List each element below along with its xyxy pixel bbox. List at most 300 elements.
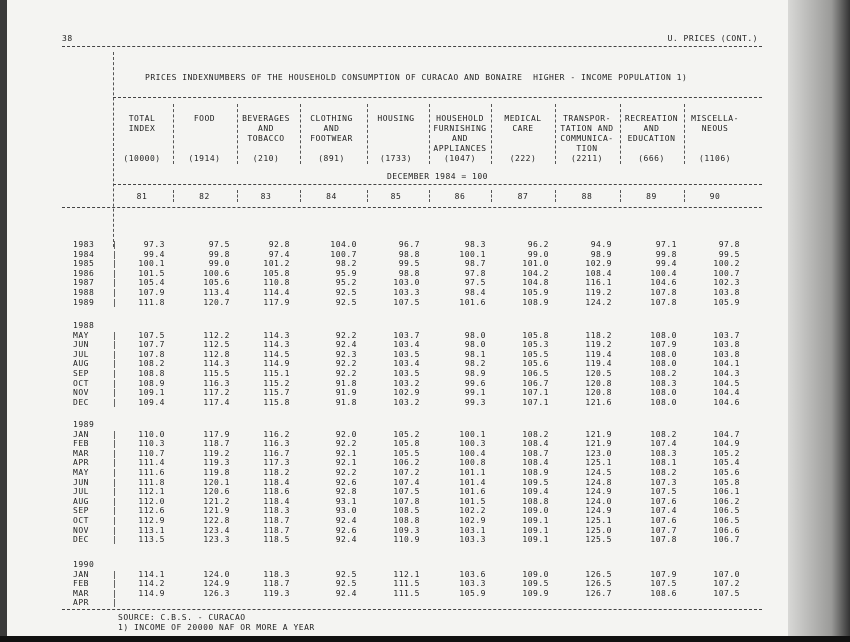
row-label: OCT [73,378,89,388]
table-cell: 105.4 [138,278,165,288]
table-cell: 107.7 [138,340,165,350]
stub-bar: | [112,369,118,378]
table-cell: 124.2 [585,297,612,307]
table-cell: 92.2 [335,369,357,378]
stub-bar: | [112,439,118,449]
table-cell: 100.4 [459,448,486,458]
table-cell: 98.4 [464,288,486,297]
row-label: SEP [73,369,89,378]
stub-bar: | [112,429,118,439]
table-cell: 103.7 [713,330,740,340]
column-header: AND [643,124,660,133]
column-divider [684,104,685,164]
table-cell: 101.6 [459,297,486,307]
table-cell: 98.8 [398,268,420,278]
table-cell: 100.6 [203,268,230,278]
row-label: DEC [73,535,89,545]
table-cell: 100.8 [459,458,486,468]
table-cell: 107.7 [650,525,677,535]
table-cell: 108.0 [650,359,677,369]
table-cell: 112.5 [203,340,230,350]
table-cell: 104.2 [522,268,549,278]
table-cell: 103.5 [393,369,420,378]
table-cell: 114.3 [263,340,290,350]
table-cell: 99.0 [527,249,549,259]
table-cell: 109.4 [138,397,165,407]
table-cell: 101.4 [459,477,486,487]
table-cell: 100.7 [330,249,357,259]
table-cell: 117.2 [203,388,230,398]
table-cell: 107.2 [713,579,740,589]
table-cell: 112.8 [203,349,230,359]
table-cell: 119.8 [203,468,230,477]
stub-bar: | [112,496,118,506]
table-cell: 120.6 [203,487,230,497]
table-cell: 125.5 [585,535,612,545]
table-cell: 124.0 [203,569,230,579]
stub-bar: | [112,359,118,369]
table-cell: 99.1 [464,388,486,398]
table-cell: 103.2 [393,378,420,388]
table-cell: 105.2 [393,429,420,439]
stub-bar: | [112,598,118,608]
column-header: TOTAL [128,114,156,123]
row-label: SEP [73,506,89,516]
scan-edge-left [0,0,7,642]
table-cell: 105.9 [522,288,549,297]
table-cell: 119.2 [203,448,230,458]
row-label: 1985 [73,259,95,269]
table-cell: 105.5 [522,349,549,359]
stub-bar: | [112,288,118,297]
table-cell: 111.6 [138,468,165,477]
table-cell: 106.2 [713,496,740,506]
stub-bar: | [112,240,118,249]
table-cell: 103.4 [393,340,420,350]
table-cell: 92.2 [335,468,357,477]
table-cell: 106.6 [713,525,740,535]
table-cell: 101.1 [459,468,486,477]
table-cell: 107.6 [650,516,677,525]
table-cell: 108.8 [393,516,420,525]
table-cell: 118.3 [263,569,290,579]
table-cell: 92.6 [335,525,357,535]
table-cell: 92.1 [335,458,357,468]
table-cell: 106.1 [713,487,740,497]
stub-bar: | [112,506,118,516]
table-cell: 92.2 [335,330,357,340]
table-cell: 94.9 [590,240,612,249]
table-cell: 95.2 [335,278,357,288]
table-cell: 116.3 [203,378,230,388]
table-cell: 112.6 [138,506,165,516]
table-cell: 104.5 [713,378,740,388]
column-divider [173,190,174,202]
table-cell: 92.5 [335,288,357,297]
table-cell: 105.6 [713,468,740,477]
table-cell: 119.4 [585,349,612,359]
table-cell: 109.1 [138,388,165,398]
table-cell: 126.7 [585,588,612,598]
table-cell: 108.0 [650,330,677,340]
table-cell: 109.0 [522,506,549,516]
table-cell: 120.8 [585,378,612,388]
table-cell: 107.6 [650,496,677,506]
table-cell: 109.5 [522,477,549,487]
table-cell: 107.5 [650,487,677,497]
table-cell: 99.5 [398,259,420,269]
column-weight: (210) [252,154,280,163]
table-cell: 108.9 [522,468,549,477]
column-header: MEDICAL [504,114,542,123]
table-cell: 107.5 [713,588,740,598]
table-cell: 103.0 [393,278,420,288]
table-cell: 115.7 [263,388,290,398]
table-cell: 113.5 [138,535,165,545]
table-cell: 123.4 [203,525,230,535]
table-cell: 92.5 [335,297,357,307]
table-cell: 105.3 [522,340,549,350]
table-cell: 99.4 [143,249,165,259]
table-cell: 107.8 [650,288,677,297]
table-cell: 102.3 [713,278,740,288]
column-header: AND [452,134,468,143]
column-divider [300,190,301,202]
group-label: 1988 [73,321,95,330]
row-label: JAN [73,569,89,579]
table-cell: 123.0 [585,448,612,458]
table-cell: 104.8 [522,278,549,288]
table-cell: 103.7 [393,330,420,340]
stub-bar: | [112,588,118,598]
table-cell: 108.9 [522,297,549,307]
row-label: APR [73,458,89,468]
table-cell: 105.8 [713,477,740,487]
source-note: SOURCE: C.B.S. - CURACAO [118,613,246,622]
table-cell: 106.5 [713,506,740,516]
row-label: FEB [73,579,89,589]
table-cell: 117.3 [263,458,290,468]
table-cell: 125.1 [585,516,612,525]
table-cell: 114.9 [138,588,165,598]
table-cell: 108.2 [650,429,677,439]
table-cell: 111.8 [138,477,165,487]
column-code: 86 [454,192,466,201]
table-cell: 120.8 [585,388,612,398]
table-cell: 125.1 [585,458,612,468]
table-cell: 115.1 [263,369,290,378]
table-cell: 105.9 [459,588,486,598]
column-code: 89 [646,192,657,201]
table-cell: 114.2 [138,579,165,589]
table-cell: 117.9 [203,429,230,439]
table-cell: 98.0 [464,340,486,350]
table-cell: 118.7 [203,439,230,449]
row-label: 1984 [73,249,95,259]
stub-bar: | [112,349,118,359]
column-header: AND [258,124,274,133]
table-cell: 97.1 [655,240,677,249]
table-cell: 124.9 [585,487,612,497]
column-code: 83 [260,192,272,201]
table-cell: 92.5 [335,579,357,589]
table-cell: 108.0 [650,397,677,407]
table-cell: 107.5 [138,330,165,340]
table-cell: 97.5 [208,240,230,249]
table-cell: 124.9 [203,579,230,589]
table-cell: 92.4 [335,535,357,545]
stub-divider [113,52,114,247]
table-cell: 105.6 [203,278,230,288]
stub-bar: | [112,458,118,468]
table-cell: 105.4 [713,458,740,468]
table-cell: 100.7 [713,268,740,278]
row-label: JAN [73,429,89,439]
table-cell: 108.3 [650,378,677,388]
table-cell: 103.3 [393,288,420,297]
table-cell: 124.8 [585,477,612,487]
table-cell: 110.7 [138,448,165,458]
table-cell: 111.4 [138,458,165,468]
table-cell: 92.3 [335,349,357,359]
table-cell: 93.1 [335,496,357,506]
table-cell: 103.6 [459,569,486,579]
table-cell: 116.3 [263,439,290,449]
divider [113,184,762,185]
table-cell: 100.1 [138,259,165,269]
table-cell: 107.8 [138,349,165,359]
table-cell: 101.5 [138,268,165,278]
table-cell: 108.5 [393,506,420,516]
table-cell: 121.2 [203,496,230,506]
table-cell: 108.4 [522,439,549,449]
table-cell: 107.4 [393,477,420,487]
row-label: FEB [73,439,89,449]
table-cell: 108.7 [522,448,549,458]
table-cell: 105.6 [522,359,549,369]
column-divider [491,190,492,202]
column-header: FOOD [193,114,216,123]
table-cell: 100.4 [650,268,677,278]
row-label: NOV [73,388,89,398]
table-cell: 98.0 [464,330,486,340]
table-cell: 112.0 [138,496,165,506]
column-header: CLOTHING [310,114,353,123]
table-cell: 96.7 [398,240,420,249]
table-cell: 97.4 [268,249,290,259]
table-cell: 103.5 [393,349,420,359]
table-cell: 113.4 [203,288,230,297]
table-cell: 108.6 [650,588,677,598]
table-cell: 92.1 [335,448,357,458]
table-cell: 108.2 [138,359,165,369]
row-label: JUL [73,349,89,359]
table-cell: 103.2 [393,397,420,407]
footnote: 1) INCOME OF 20000 NAF OR MORE A YEAR [118,623,315,632]
column-code: 85 [390,192,402,201]
column-header: FURNISHING [433,124,487,133]
table-cell: 99.8 [208,249,230,259]
stub-bar: | [112,259,118,269]
table-cell: 114.1 [138,569,165,579]
table-cell: 102.9 [459,516,486,525]
table-cell: 124.9 [585,506,612,516]
table-cell: 112.1 [393,569,420,579]
table-cell: 107.4 [650,506,677,516]
table-cell: 109.1 [522,516,549,525]
table-cell: 111.5 [393,579,420,589]
table-cell: 101.2 [263,259,290,269]
stub-bar: | [112,378,118,388]
table-cell: 109.4 [522,487,549,497]
table-cell: 107.5 [393,487,420,497]
divider [113,97,762,98]
table-cell: 112.1 [138,487,165,497]
table-cell: 95.9 [335,268,357,278]
table-cell: 107.9 [138,288,165,297]
row-label: OCT [73,516,89,525]
table-cell: 122.8 [203,516,230,525]
stub-bar: | [112,448,118,458]
stub-bar: | [112,525,118,535]
table-cell: 97.8 [718,240,740,249]
table-cell: 123.3 [203,535,230,545]
column-divider [684,190,685,202]
table-cell: 108.8 [138,369,165,378]
table-cell: 118.5 [263,535,290,545]
table-cell: 104.6 [713,397,740,407]
row-label: JUN [73,340,89,350]
table-cell: 100.3 [459,439,486,449]
table-cell: 107.1 [522,397,549,407]
table-cell: 121.9 [203,506,230,516]
column-header: TOBACCO [247,134,285,143]
table-cell: 118.2 [263,468,290,477]
table-cell: 97.5 [464,278,486,288]
column-header: EDUCATION [627,134,676,143]
column-divider [173,104,174,164]
column-divider [491,104,492,164]
table-cell: 103.1 [459,525,486,535]
table-cell: 118.4 [263,496,290,506]
row-label: 1986 [73,268,95,278]
stub-bar: | [112,477,118,487]
table-cell: 100.1 [459,249,486,259]
table-cell: 120.5 [585,369,612,378]
column-header: NEOUS [701,124,729,133]
column-header: TION [576,144,598,153]
stub-bar: | [112,516,118,525]
table-cell: 91.9 [335,388,357,398]
row-label: MAY [73,330,89,340]
row-label: 1988 [73,288,95,297]
column-divider [620,104,621,164]
table-cell: 108.0 [650,349,677,359]
table-cell: 118.2 [585,330,612,340]
column-header: TRANSPOR- [563,114,611,123]
table-cell: 121.9 [585,429,612,439]
table-cell: 106.7 [522,378,549,388]
table-cell: 108.4 [585,268,612,278]
table-cell: 102.9 [585,259,612,269]
column-weight: (1914) [188,154,221,163]
column-header: CARE [512,124,534,133]
table-cell: 104.4 [713,388,740,398]
column-header: HOUSING [377,114,415,123]
table-cell: 117.4 [203,397,230,407]
table-cell: 104.9 [713,439,740,449]
table-cell: 107.8 [650,297,677,307]
table-cell: 119.2 [585,340,612,350]
table-cell: 119.3 [263,588,290,598]
column-divider [300,104,301,164]
table-cell: 99.8 [655,249,677,259]
table-cell: 92.4 [335,516,357,525]
column-weight: (891) [318,154,345,163]
column-header: INDEX [128,124,156,133]
row-label: MAR [73,448,89,458]
table-cell: 104.1 [713,359,740,369]
table-cell: 126.5 [585,579,612,589]
table-cell: 107.5 [393,297,420,307]
table-cell: 108.3 [650,448,677,458]
table-cell: 125.0 [585,525,612,535]
stub-bar: | [112,340,118,350]
row-label: AUG [73,496,89,506]
table-cell: 116.1 [585,278,612,288]
table-cell: 99.6 [464,378,486,388]
table-cell: 108.2 [650,369,677,378]
table-cell: 105.8 [522,330,549,340]
table-cell: 92.0 [335,429,357,439]
column-code: 84 [326,192,337,201]
table-cell: 105.2 [713,448,740,458]
table-cell: 107.3 [650,477,677,487]
stub-bar: | [112,249,118,259]
row-label: NOV [73,525,89,535]
table-cell: 109.1 [522,535,549,545]
stub-bar: | [112,330,118,340]
table-cell: 103.4 [393,359,420,369]
table-cell: 108.1 [650,458,677,468]
table-cell: 119.2 [585,288,612,297]
table-cell: 113.1 [138,525,165,535]
row-label: 1989 [73,297,95,307]
table-cell: 112.9 [138,516,165,525]
table-cell: 103.8 [713,288,740,297]
table-cell: 103.3 [459,579,486,589]
table-cell: 109.5 [522,579,549,589]
table-cell: 118.7 [263,525,290,535]
table-cell: 109.9 [522,588,549,598]
row-label: 1983 [73,240,95,249]
table-cell: 92.8 [335,487,357,497]
table-cell: 92.4 [335,588,357,598]
table-cell: 92.5 [335,569,357,579]
table-cell: 115.5 [203,369,230,378]
table-cell: 99.5 [718,249,740,259]
table-cell: 108.4 [522,458,549,468]
column-header: TATION AND [560,124,614,133]
stub-bar: | [112,535,118,545]
table-cell: 107.8 [393,496,420,506]
table-cell: 101.6 [459,487,486,497]
table-cell: 111.8 [138,297,165,307]
table-cell: 119.4 [585,359,612,369]
column-weight: (10000) [123,154,161,163]
table-cell: 99.4 [655,259,677,269]
table-cell: 114.4 [263,288,290,297]
